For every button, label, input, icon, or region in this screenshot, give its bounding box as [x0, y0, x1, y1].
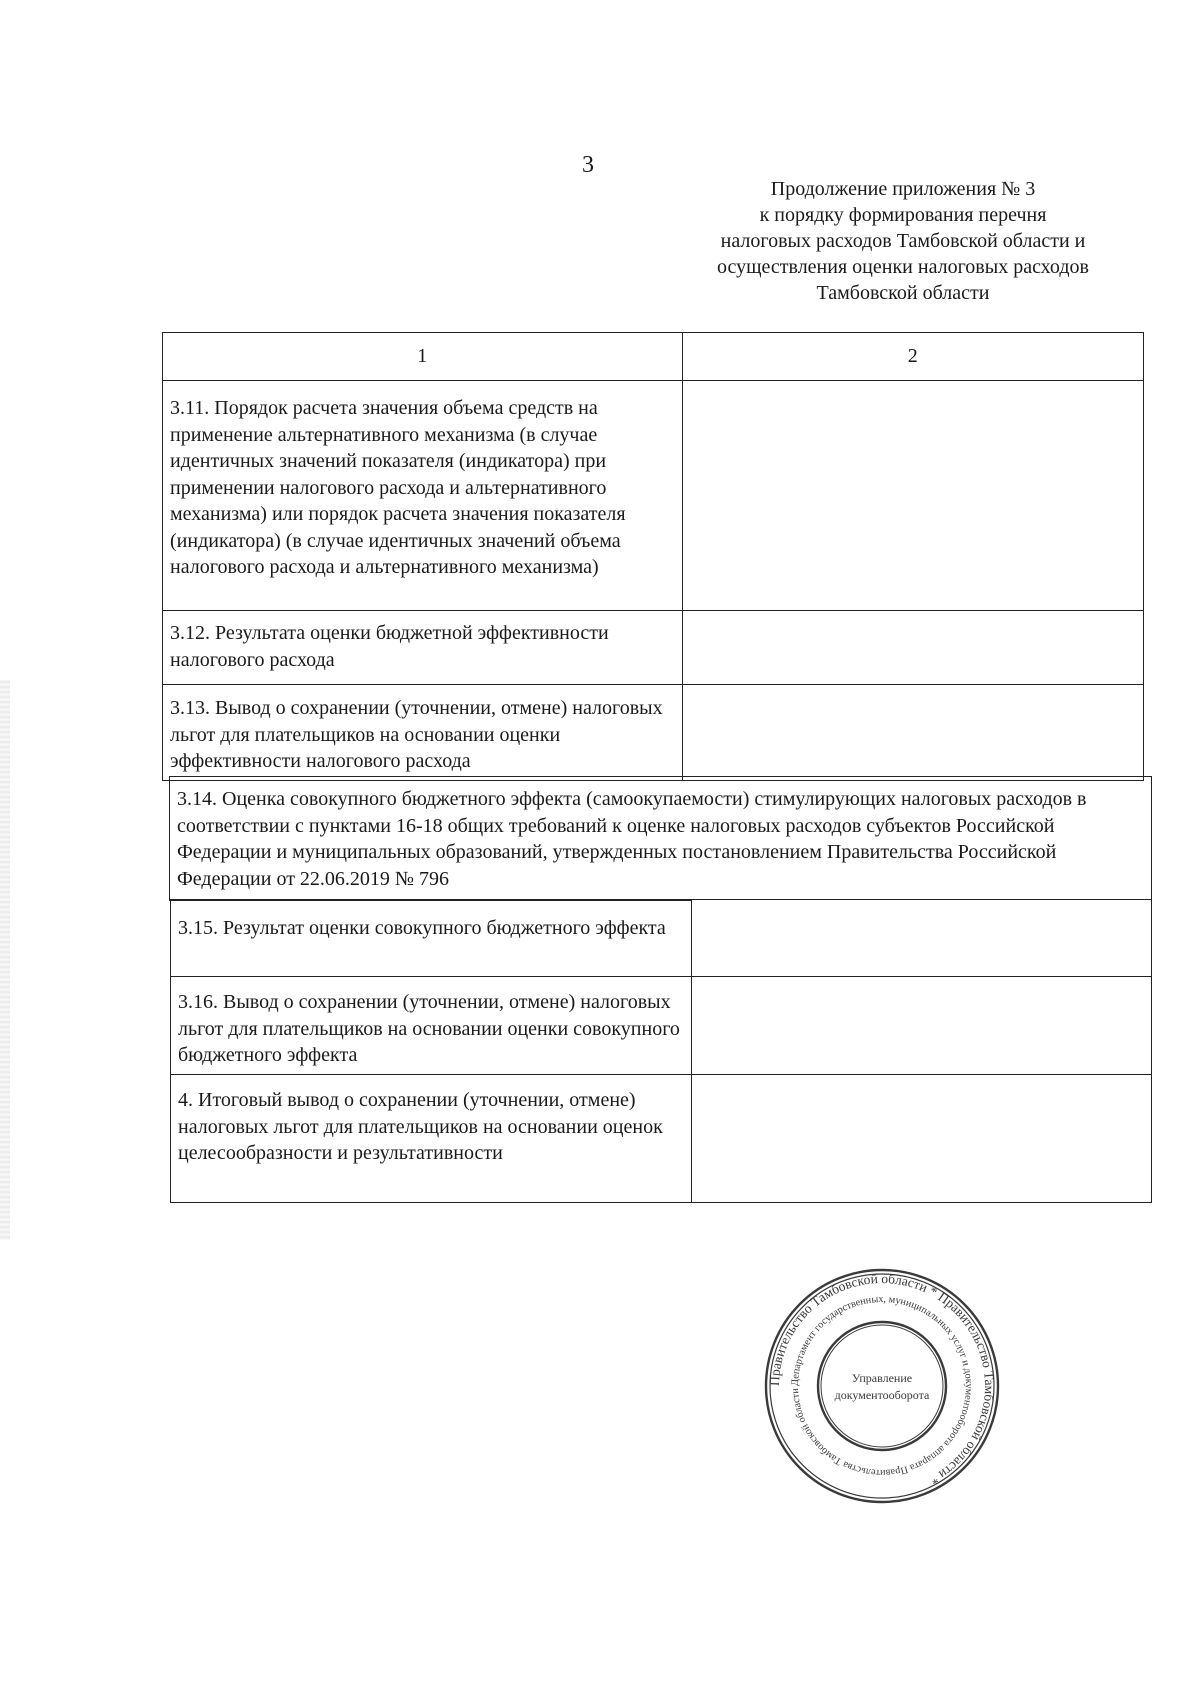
table-row [171, 1075, 1152, 1203]
row-value-3-15 [691, 900, 1151, 977]
header-line: Продолжение приложения № 3 [770, 178, 1036, 200]
table-row [163, 685, 1144, 781]
row-value-3-16 [691, 977, 1151, 1075]
header-line: Тамбовской области [816, 282, 990, 304]
table-row [163, 611, 1144, 685]
row-label-3-15: 3.15. Результат оценки совокупного бюджетного эффекта [171, 900, 692, 977]
row-label-3-13: 3.13. Вывод о сохранении (уточнении, отмене) налоговых льгот для плательщиков на основании оценки эффективности налогового расхода [163, 685, 683, 781]
row-value-3-12 [682, 611, 1143, 685]
row-label-3-14: 3.14. Оценка совокупного бюджетного эффекта (самоокупаемости) стимулирующих налоговых расходов в соответствии с пунктами 16-18 общих требований к оценке налоговых расходов субъектов Российской Федерации и муниципальных образований, утвержденных постановлением Правительства Российской Федерации от 22.06.2019 № 796 [170, 777, 1152, 901]
row-label-3-12: 3.12. Результата оценки бюджетной эффективности налогового расхода [163, 611, 683, 685]
header-line: налоговых расходов Тамбовской области и [720, 230, 1086, 252]
stamp-outer-text: Правительство Тамбовской области * Правительство Тамбовской области * [766, 1270, 998, 1489]
table-row [171, 900, 1152, 977]
row-value-3-13 [682, 685, 1143, 781]
stamp-center-line: документооборота [834, 1388, 930, 1402]
table-row [171, 977, 1152, 1075]
evaluation-table-part-2 [169, 776, 1152, 901]
page-number: 3 [582, 152, 594, 178]
row-label-3-16: 3.16. Вывод о сохранении (уточнении, отмене) налоговых льгот для плательщиков на основании оценки совокупного бюджетного эффекта [171, 977, 692, 1075]
evaluation-table-part-3 [170, 899, 1152, 1203]
row-label-3-11: 3.11. Порядок расчета значения объема средств на применение альтернативного механизма (в случае идентичных значений показателя (индикатора) при применении налогового расхода и альтернативного механизма) или порядок расчета значения показателя (индикатора) (в случае идентичных значений объема налогового расхода и альтернативного механизма) [163, 381, 683, 611]
appendix-header [668, 176, 1138, 306]
official-stamp [764, 1268, 1000, 1504]
header-line: к порядку формирования перечня [759, 204, 1047, 226]
row-value-4 [691, 1075, 1151, 1203]
stamp-center-line: Управление [851, 1371, 913, 1385]
table-row [163, 381, 1144, 611]
row-value-3-11 [682, 381, 1143, 611]
stamp-seal-graphic [764, 1268, 1000, 1504]
scan-edge-artifact [0, 680, 10, 1240]
column-header-2: 2 [682, 333, 1143, 381]
table-header-row [163, 333, 1144, 381]
header-line: осуществления оценки налоговых расходов [717, 256, 1089, 278]
column-header-1: 1 [163, 333, 683, 381]
table-row [170, 777, 1152, 901]
stamp-inner-text: Департамент государственных, муниципальных услуг и документооборота аппарата Правительства Тамбовской области [789, 1293, 975, 1479]
evaluation-table-part-1 [162, 332, 1144, 781]
row-label-4: 4. Итоговый вывод о сохранении (уточнении, отмене) налоговых льгот для плательщиков на основании оценок целесообразности и результативности [171, 1075, 692, 1203]
